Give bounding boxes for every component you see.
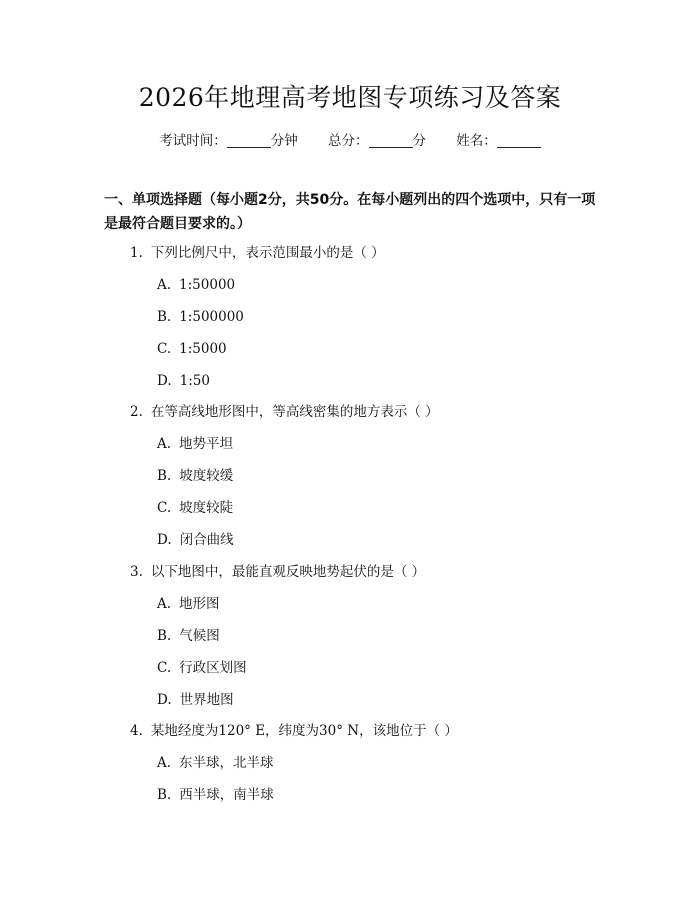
time-field bbox=[159, 131, 298, 151]
option-letter: B. bbox=[157, 309, 172, 325]
time-unit: 分钟 bbox=[270, 133, 298, 149]
name-label: 姓名： bbox=[456, 133, 497, 149]
option-text: 闭合曲线 bbox=[179, 532, 234, 548]
question-2-option-b bbox=[157, 466, 233, 486]
question-number: 1. bbox=[130, 245, 143, 261]
section-heading bbox=[104, 188, 604, 236]
question-3-option-a bbox=[157, 594, 220, 614]
question-1 bbox=[130, 243, 385, 263]
score-field bbox=[328, 131, 426, 151]
option-text: 1:50000 bbox=[179, 277, 236, 293]
option-letter: A. bbox=[157, 277, 172, 293]
question-3-option-d bbox=[157, 690, 234, 710]
score-blank bbox=[369, 133, 413, 148]
question-4 bbox=[130, 721, 458, 741]
option-letter: B. bbox=[157, 628, 172, 644]
question-3-option-b bbox=[157, 626, 220, 646]
option-text: 1:500000 bbox=[179, 309, 244, 325]
question-number: 2. bbox=[130, 404, 143, 420]
question-text: 在等高线地形图中，等高线密集的地方表示（ ） bbox=[150, 404, 439, 420]
option-letter: D. bbox=[157, 692, 172, 708]
section-heading-line2: 是最符合题目要求的。） bbox=[104, 216, 251, 232]
option-letter: A. bbox=[157, 436, 172, 452]
question-3-option-c bbox=[157, 658, 247, 678]
option-letter: A. bbox=[157, 755, 172, 771]
option-text: 气候图 bbox=[179, 628, 220, 644]
option-text: 地势平坦 bbox=[179, 436, 234, 452]
option-letter: C. bbox=[157, 500, 172, 516]
score-unit: 分 bbox=[412, 133, 426, 149]
option-letter: C. bbox=[157, 341, 172, 357]
option-letter: D. bbox=[157, 532, 172, 548]
name-blank bbox=[497, 133, 541, 148]
option-text: 世界地图 bbox=[179, 692, 234, 708]
option-text: 1:50 bbox=[179, 373, 210, 389]
name-field bbox=[456, 131, 541, 151]
question-2-option-d bbox=[157, 530, 234, 550]
option-text: 坡度较缓 bbox=[179, 468, 234, 484]
option-text: 1:5000 bbox=[179, 341, 227, 357]
time-label: 考试时间： bbox=[159, 133, 227, 149]
option-letter: B. bbox=[157, 787, 172, 803]
option-letter: A. bbox=[157, 596, 172, 612]
question-4-option-b bbox=[157, 785, 274, 805]
question-number: 4. bbox=[130, 723, 143, 739]
option-letter: D. bbox=[157, 373, 172, 389]
question-text: 下列比例尺中，表示范围最小的是（ ） bbox=[150, 245, 385, 261]
question-text: 以下地图中，最能直观反映地势起伏的是（ ） bbox=[150, 564, 426, 580]
question-4-option-a bbox=[157, 753, 274, 773]
question-2 bbox=[130, 402, 439, 422]
option-text: 行政区划图 bbox=[179, 660, 247, 676]
option-text: 坡度较陡 bbox=[179, 500, 234, 516]
option-text: 西半球，南半球 bbox=[179, 787, 274, 803]
question-text: 某地经度为120° E，纬度为30° N，该地位于（ ） bbox=[150, 723, 458, 739]
option-text: 地形图 bbox=[179, 596, 220, 612]
time-blank bbox=[227, 133, 271, 148]
option-letter: B. bbox=[157, 468, 172, 484]
option-text: 东半球，北半球 bbox=[179, 755, 274, 771]
question-number: 3. bbox=[130, 564, 143, 580]
question-2-option-c bbox=[157, 498, 233, 518]
question-1-option-d bbox=[157, 371, 210, 391]
question-2-option-a bbox=[157, 434, 233, 454]
score-label: 总分： bbox=[328, 133, 369, 149]
option-letter: C. bbox=[157, 660, 172, 676]
page-title: 2026年地理高考地图专项练习及答案 bbox=[138, 83, 562, 112]
question-1-option-c bbox=[157, 339, 227, 359]
question-3 bbox=[130, 562, 425, 582]
question-1-option-a bbox=[157, 275, 235, 295]
section-heading-line1: 一、单项选择题（每小题2分，共50分。在每小题列出的四个选项中，只有一项 bbox=[104, 192, 596, 208]
question-1-option-b bbox=[157, 307, 244, 327]
exam-meta bbox=[0, 131, 700, 151]
